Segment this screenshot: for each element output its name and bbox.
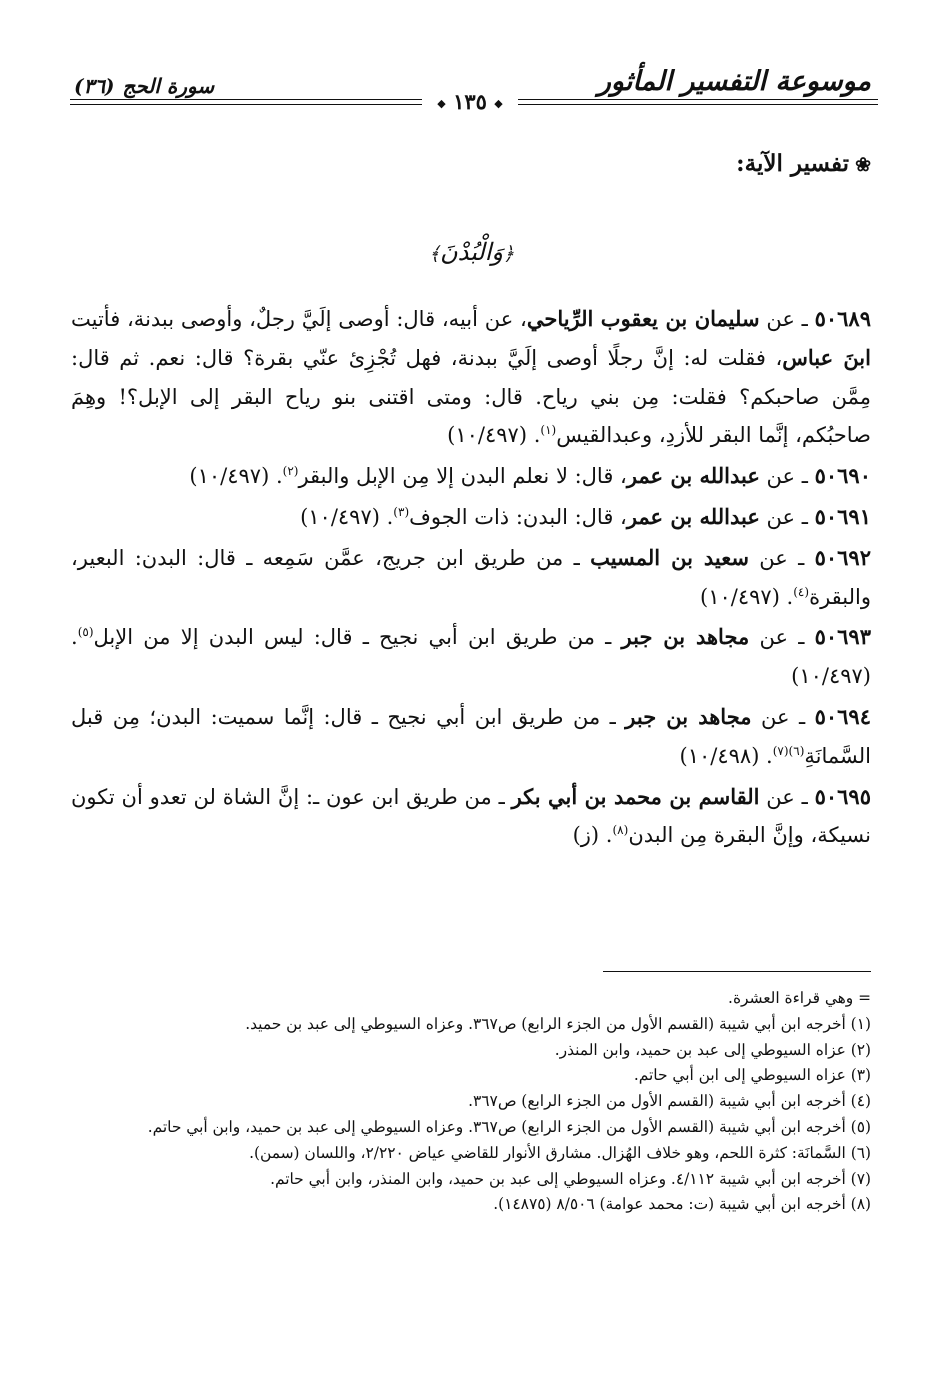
narrator-name: سعيد بن المسيب xyxy=(590,544,749,570)
book-title: موسوعة التفسير المأثور xyxy=(597,66,871,97)
footnote: (٧) أخرجه ابن أبي شيبة ٤/١١٢. وعزاه السيوطي إلى عبد بن حميد، وابن المنذر، وابن أبي حاتم. xyxy=(270,1169,871,1188)
narrator-name: عبدالله بن عمر xyxy=(626,463,760,489)
entry-text: . (١٠/٤٩٧) xyxy=(189,464,283,489)
footnote-rule xyxy=(603,971,871,972)
entry-text: ـ من طريق ابن أبي نجيح ـ قال: ليس البدن إلا من الإبل xyxy=(93,625,622,650)
entry-text: ـ عن xyxy=(749,625,805,650)
footnote: (٣) عزاه السيوطي إلى ابن أبي حاتم. xyxy=(633,1066,871,1085)
footnotes xyxy=(71,986,871,1218)
entry-text: . (١٠/٤٩٨) xyxy=(679,743,773,768)
page-number: ١٣٥ xyxy=(453,89,487,114)
footnote: (٦) السَّمانَة: كثرة اللحم، وهو خلاف الهُزال. مشارق الأنوار للقاضي عياض ٢/٢٢٠، واللسان (سمن). xyxy=(249,1143,871,1162)
header-rule xyxy=(70,89,878,114)
narration-entry xyxy=(71,457,871,496)
entry-text: ، عن أبيه، قال: أوصى إلَيَّ رجلٌ، وأوصى ببدنة، فأتيت xyxy=(71,307,527,331)
footnote: = وهي قراءة العشرة. xyxy=(728,989,871,1007)
entry-text: ، قال: البدن: ذات الجوف xyxy=(409,504,627,529)
surah-name: سورة الحج xyxy=(122,74,215,98)
ornate-bracket-icon: ﴾ xyxy=(428,243,440,265)
header-rule-right xyxy=(518,99,878,105)
narration-entry xyxy=(71,498,871,537)
narrator-name: سليمان بن يعقوب الرِّياحي xyxy=(526,306,760,331)
entry-text: . (١٠/٤٩٧) xyxy=(447,423,541,448)
entry-text: ـ عن xyxy=(759,784,808,809)
section-title: تفسير الآية: xyxy=(736,150,850,177)
page-number-box xyxy=(422,89,518,114)
narration-entry xyxy=(71,618,871,696)
footnote: (١) أخرجه ابن أبي شيبة (القسم الأول من الجزء الرابع) ص٣٦٧. وعزاه السيوطي إلى عبد بن حميد. xyxy=(245,1014,871,1033)
footnote: (٨) أخرجه ابن أبي شيبة (ت: محمد عوامة) ٨/٥٠٦ (١٤٨٧٥). xyxy=(493,1195,871,1214)
footnote: (٤) أخرجه ابن أبي شيبة (القسم الأول من الجزء الرابع) ص٣٦٧. xyxy=(468,1092,871,1111)
entry-text: . (١٠/٤٩٧) xyxy=(300,504,394,529)
footnote-marker: (٤) xyxy=(793,584,810,599)
footnote: (٥) أخرجه ابن أبي شيبة (القسم الأول من الجزء الرابع) ص٣٦٧. وعزاه السيوطي إلى عبد بن حميد، وابن أبي حاتم. xyxy=(147,1117,871,1136)
entry-text: ـ عن xyxy=(759,307,808,331)
verse-word xyxy=(0,238,943,266)
entry-text: ـ عن xyxy=(759,464,808,489)
footnote-marker: (٦)(٧) xyxy=(772,743,805,758)
narrator-name: عبدالله بن عمر xyxy=(626,503,760,529)
footnote-marker: (٢) xyxy=(282,464,299,479)
entry-text: ـ من طريق ابن جريج، عمَّن سَمِعه ـ قال: البدن: البعير، والبقرة xyxy=(71,545,871,609)
narration-entry xyxy=(71,698,871,776)
ornament-icon: ◆ xyxy=(494,97,503,110)
narrator-name: القاسم بن محمد بن أبي بكر xyxy=(511,783,760,809)
entry-number: ٥٠٦٨٩ xyxy=(814,306,871,331)
footnote-marker: (٨) xyxy=(612,823,629,838)
entry-text: ـ عن xyxy=(748,545,805,570)
section-heading xyxy=(736,150,871,177)
entry-text: . (١٠/٤٩٧) xyxy=(71,625,871,689)
entry-number: ٥٠٦٩٢ xyxy=(814,544,871,570)
footnote-marker: (١) xyxy=(540,423,557,438)
entry-number: ٥٠٦٩١ xyxy=(814,503,871,529)
entry-text: . (١٠/٤٩٧) xyxy=(700,584,794,609)
narrator-name: مجاهد بن جبر xyxy=(625,703,752,729)
footnote: (٢) عزاه السيوطي إلى عبد بن حميد، وابن المنذر. xyxy=(554,1040,871,1059)
entry-number: ٥٠٦٩٤ xyxy=(814,703,871,729)
commentary-body xyxy=(71,300,871,857)
verse-text: وَالْبُدْنَ xyxy=(439,238,504,266)
narrator-name: مجاهد بن جبر xyxy=(621,624,750,650)
header-rule-left xyxy=(70,99,422,105)
entry-text: ـ من طريق ابن عون ـ: إنَّ الشاة لن تعدو أن تكون نسيكة، وإنَّ البقرة مِن البدن xyxy=(71,784,871,848)
flower-icon: ❀ xyxy=(855,154,871,176)
entry-text: . (ز) xyxy=(572,823,613,848)
entry-text: ـ عن xyxy=(751,704,806,729)
entry-number: ٥٠٦٩٠ xyxy=(814,463,871,489)
ornate-bracket-icon: ﴿ xyxy=(503,243,515,265)
entry-text: ـ من طريق ابن أبي نجيح ـ قال: إنَّما سميت: البدن؛ مِن قبل السَّمانَةِ xyxy=(71,704,871,768)
surah-number: (٣٦) xyxy=(74,74,115,98)
entry-text: ، فقلت له: إنَّ رجلًا أوصى إلَيَّ ببدنة، فهل تُجْزِئ عنّي بقرة؟ قال: نعم. ثم قال: مِمَّن صاحبكم؟ فقلت: مِن بني رياح. قال: ومتى اقتنى بنو رياح البقر إلى الإبل؟! وهِمَ صاحبُكم، إنَّما البقر للأزدِ، وعبدالقيس xyxy=(71,345,871,448)
entry-text: ـ عن xyxy=(759,504,808,529)
entry-number: ٥٠٦٩٣ xyxy=(814,624,871,650)
narrator-name: ابنَ عباس xyxy=(782,344,871,370)
narration-entry xyxy=(71,300,871,455)
ornament-icon: ◆ xyxy=(437,97,446,110)
narration-entry xyxy=(71,539,871,617)
entry-text: ، قال: لا نعلم البدن إلا مِن الإبل والبقر xyxy=(298,464,627,489)
narration-entry xyxy=(71,778,871,856)
footnote-marker: (٥) xyxy=(77,625,94,640)
footnote-marker: (٣) xyxy=(393,504,410,519)
entry-number: ٥٠٦٩٥ xyxy=(814,783,871,809)
